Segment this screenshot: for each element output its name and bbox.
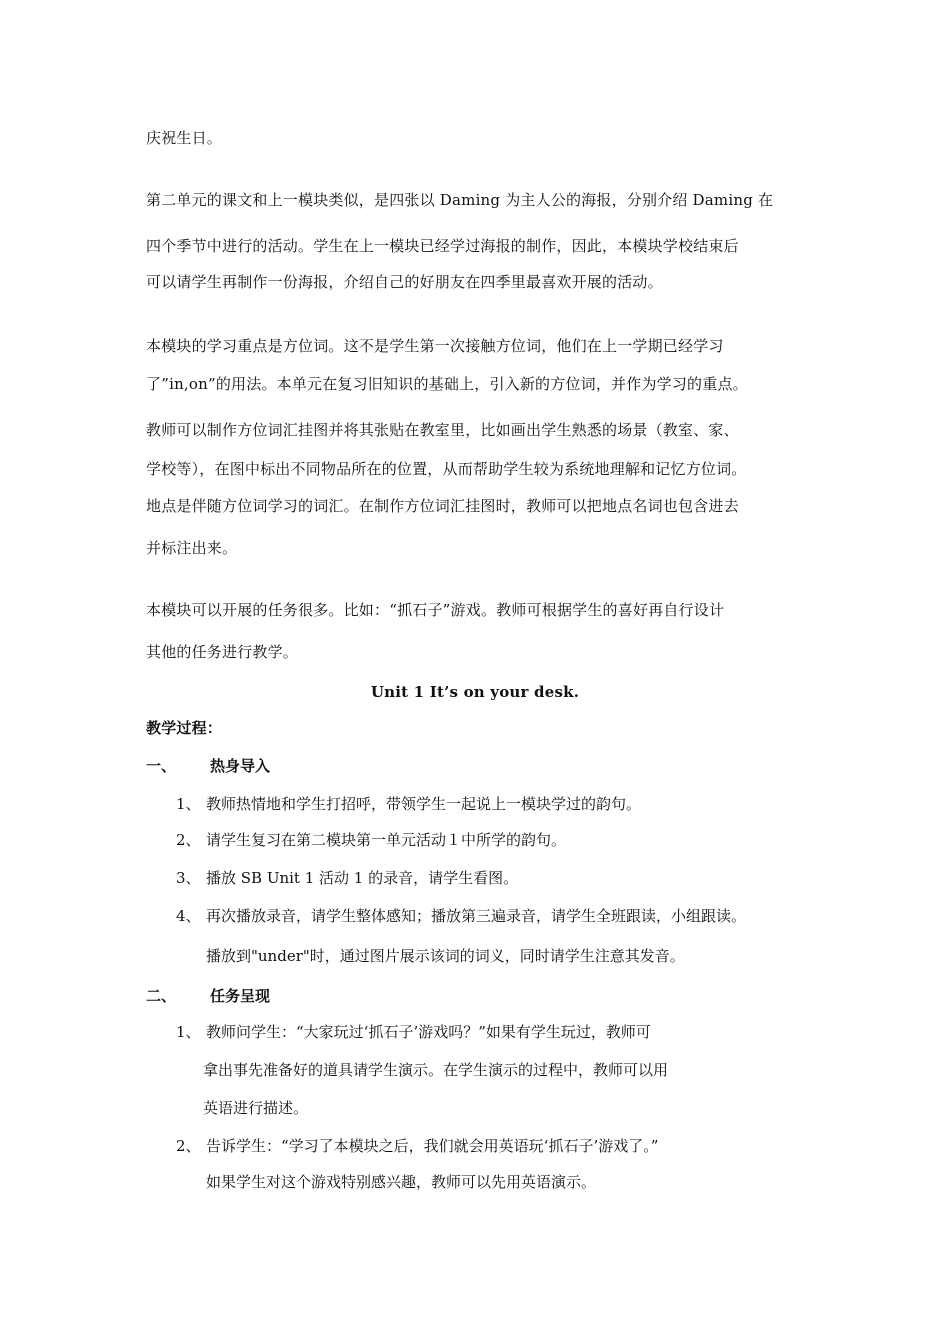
item-number: 2、 <box>176 831 201 849</box>
unit-title: Unit 1 It’s on your desk. <box>370 683 580 701</box>
paragraph-line: 庆祝生日。 <box>146 129 223 147</box>
paragraph-line: 可以请学生再制作一份海报，介绍自己的好朋友在四季里最喜欢开展的活动。 <box>146 273 663 291</box>
item-text: 请学生复习在第二模块第一单元活动１中所学的韵句。 <box>206 831 567 849</box>
item-text: 再次播放录音，请学生整体感知；播放第三遍录音，请学生全班跟读，小组跟读。 <box>206 907 747 925</box>
item-text: 教师问学生：“大家玩过‘抓石子’游戏吗？”如果有学生玩过，教师可 <box>206 1023 651 1041</box>
paragraph-line: 其他的任务进行教学。 <box>146 643 299 661</box>
paragraph-line: 了”in,on”的用法。本单元在复习旧知识的基础上，引入新的方位词，并作为学习的重点。 <box>146 375 748 393</box>
item-number: 2、 <box>176 1137 201 1155</box>
paragraph-line: 地点是伴随方位词学习的词汇。在制作方位词汇挂图时，教师可以把地点名词也包含进去 <box>146 497 739 515</box>
item-text: 播放 SB Unit 1 活动 1 的录音，请学生看图。 <box>206 869 519 887</box>
process-heading: 教学过程： <box>146 719 223 737</box>
paragraph-line: 教师可以制作方位词汇挂图并将其张贴在教室里，比如画出学生熟悉的场景（教室、家、 <box>146 421 739 439</box>
paragraph-line: 四个季节中进行的活动。学生在上一模块已经学过海报的制作，因此，本模块学校结束后 <box>146 237 739 255</box>
item-text: 拿出事先准备好的道具请学生演示。在学生演示的过程中，教师可以用 <box>203 1061 669 1079</box>
item-number: 3、 <box>176 869 201 887</box>
section-number: 一、 <box>146 757 177 775</box>
item-text: 告诉学生：“学习了本模块之后，我们就会用英语玩‘抓石子’游戏了。” <box>206 1137 659 1155</box>
item-number: 1、 <box>176 795 201 813</box>
item-number: 1、 <box>176 1023 201 1041</box>
section-number: 二、 <box>146 987 177 1005</box>
item-text: 英语进行描述。 <box>203 1099 309 1117</box>
paragraph-line: 学校等），在图中标出不同物品所在的位置，从而帮助学生较为系统地理解和记忆方位词。 <box>146 460 747 478</box>
paragraph-line: 本模块的学习重点是方位词。这不是学生第一次接触方位词，他们在上一学期已经学习 <box>146 337 724 355</box>
paragraph-line: 本模块可以开展的任务很多。比如：“抓石子”游戏。教师可根据学生的喜好再自行设计 <box>146 601 725 619</box>
item-text: 如果学生对这个游戏特别感兴趣，教师可以先用英语演示。 <box>206 1173 597 1191</box>
item-text: 播放到"under"时，通过图片展示该词的词义，同时请学生注意其发音。 <box>206 947 685 965</box>
section-title: 任务呈现 <box>210 987 271 1005</box>
paragraph-line: 并标注出来。 <box>146 539 238 557</box>
section-title: 热身导入 <box>210 757 271 775</box>
item-number: 4、 <box>176 907 201 925</box>
item-text: 教师热情地和学生打招呼，带领学生一起说上一模块学过的韵句。 <box>206 795 642 813</box>
paragraph-line: 第二单元的课文和上一模块类似，是四张以 Daming 为主人公的海报，分别介绍 Daming 在 <box>146 191 774 209</box>
